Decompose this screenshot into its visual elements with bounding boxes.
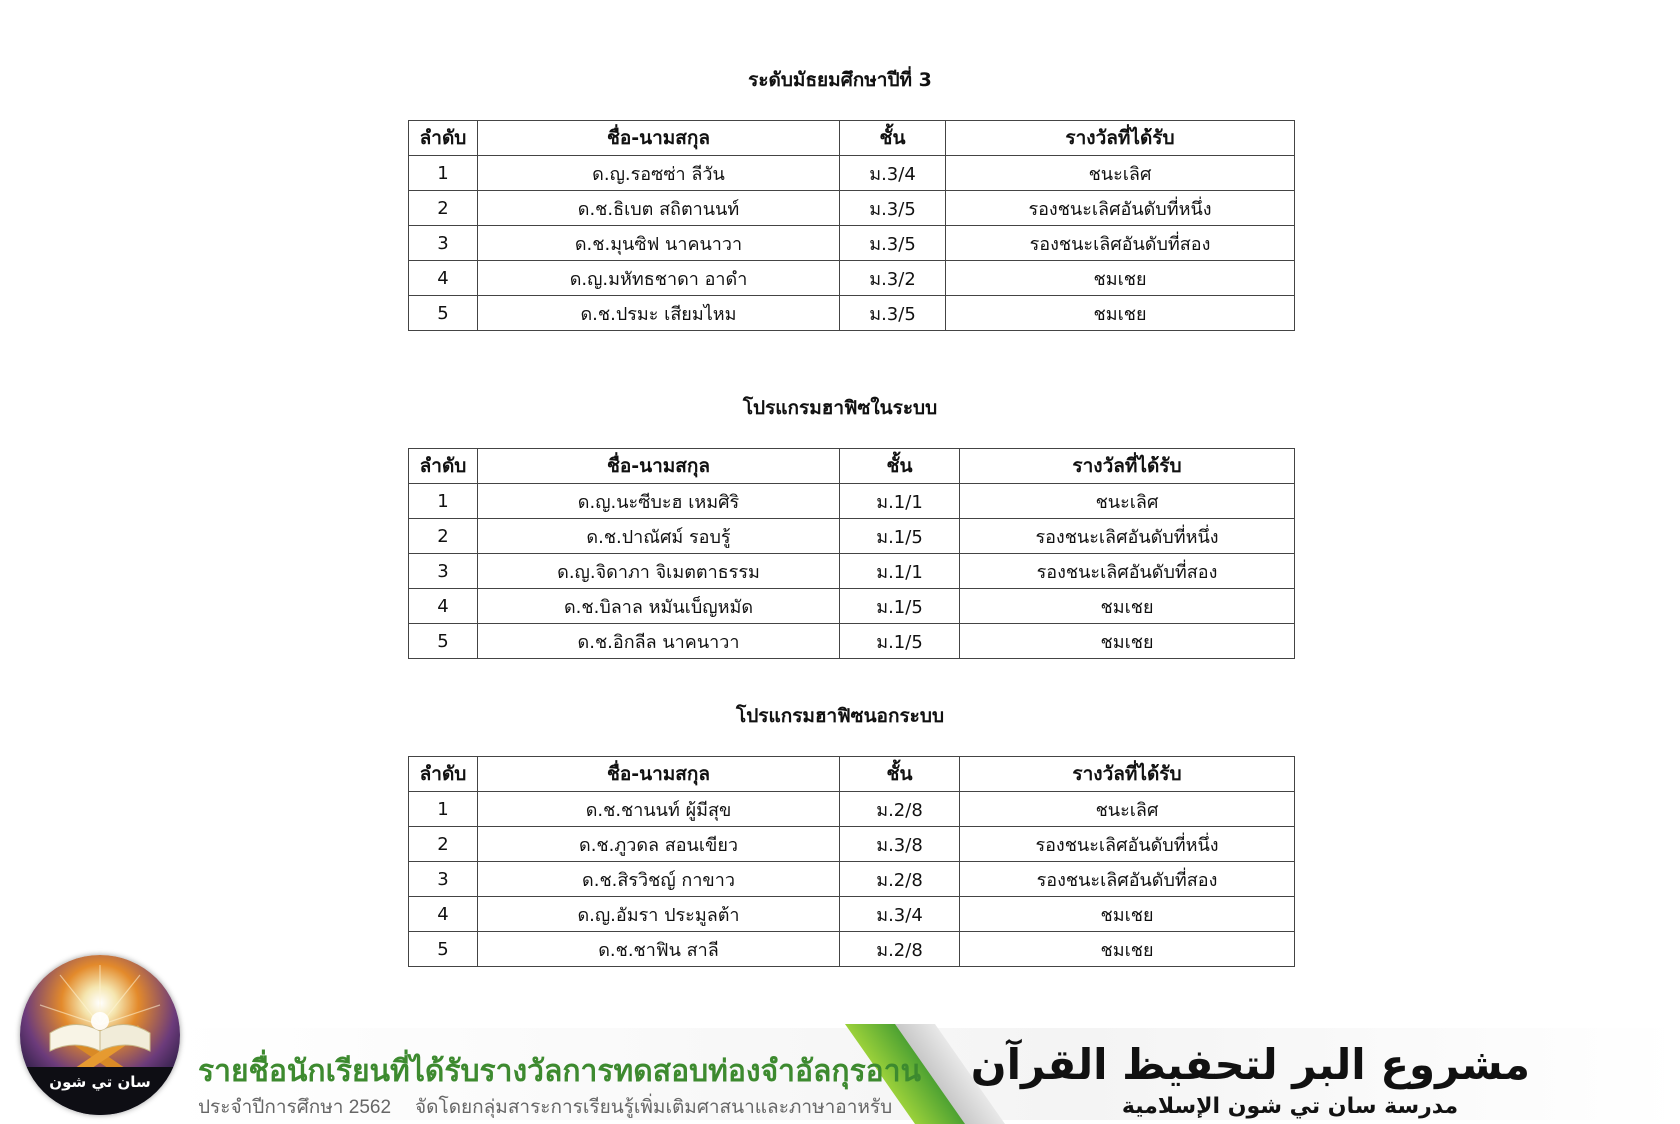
footer-subtitle: [198, 1092, 916, 1122]
table-row: [409, 484, 1295, 519]
header-name: ชื่อ-นามสกุล: [478, 757, 840, 792]
table-row: [409, 589, 1295, 624]
cell-name: ด.ช.ชานนท์ ผู้มีสุข: [478, 792, 840, 827]
cell-award: ชมเชย: [946, 296, 1295, 331]
cell-class: ม.3/4: [840, 897, 960, 932]
cell-class: ม.3/5: [840, 226, 946, 261]
cell-class: ม.2/8: [840, 792, 960, 827]
cell-award: ชมเชย: [960, 932, 1295, 967]
table-row: [409, 624, 1295, 659]
cell-class: ม.1/5: [840, 624, 960, 659]
cell-name: ด.ช.สิรวิชญ์ กาขาว: [478, 862, 840, 897]
school-logo: [20, 955, 180, 1115]
cell-award: ชมเชย: [960, 624, 1295, 659]
table-row: [409, 519, 1295, 554]
table-row: [409, 156, 1295, 191]
cell-award: รองชนะเลิศอันดับที่หนึ่ง: [960, 827, 1295, 862]
cell-class: ม.3/2: [840, 261, 946, 296]
cell-name: ด.ช.มุนซิฟ นาคนาวา: [478, 226, 840, 261]
header-class: ชั้น: [840, 757, 960, 792]
cell-order: 2: [409, 827, 478, 862]
cell-name: ด.ช.ภูวดล สอนเขียว: [478, 827, 840, 862]
header-award: รางวัลที่ได้รับ: [946, 121, 1295, 156]
cell-order: 2: [409, 191, 478, 226]
cell-name: ด.ญ.จิดาภา จิเมตตาธรรม: [478, 554, 840, 589]
table-row: [409, 897, 1295, 932]
table-row: [409, 261, 1295, 296]
cell-class: ม.2/8: [840, 862, 960, 897]
table-row: [409, 792, 1295, 827]
header-order: ลำดับ: [409, 121, 478, 156]
section-title: โปรแกรมฮาฟิซในระบบ: [742, 397, 938, 419]
cell-order: 3: [409, 226, 478, 261]
logo-text: سان تي شون: [49, 1073, 151, 1091]
awards-table: [408, 120, 1295, 331]
cell-award: ชนะเลิศ: [960, 484, 1295, 519]
cell-award: รองชนะเลิศอันดับที่หนึ่ง: [946, 191, 1295, 226]
cell-order: 5: [409, 932, 478, 967]
cell-name: ด.ช.บิลาล หมันเบ็ญหมัด: [478, 589, 840, 624]
table-row: [409, 296, 1295, 331]
cell-class: ม.3/5: [840, 191, 946, 226]
awards-table: [408, 756, 1295, 967]
arabic-project-title: مشروع البر لتحفيظ القرآن: [970, 1040, 1530, 1089]
cell-order: 5: [409, 296, 478, 331]
header-order: ลำดับ: [409, 449, 478, 484]
cell-award: ชมเชย: [960, 897, 1295, 932]
cell-name: ด.ช.ชาฟิน สาลี: [478, 932, 840, 967]
cell-order: 1: [409, 156, 478, 191]
cell-class: ม.2/8: [840, 932, 960, 967]
cell-class: ม.3/4: [840, 156, 946, 191]
header-class: ชั้น: [840, 121, 946, 156]
cell-name: ด.ญ.รอซซ่า ลีวัน: [478, 156, 840, 191]
header-name: ชื่อ-นามสกุล: [478, 449, 840, 484]
cell-class: ม.3/8: [840, 827, 960, 862]
footer-title: รายชื่อนักเรียนที่ได้รับรางวัลการทดสอบท่องจำอัลกุรอาน: [198, 1055, 922, 1088]
cell-class: ม.1/5: [840, 589, 960, 624]
cell-order: 3: [409, 554, 478, 589]
cell-order: 5: [409, 624, 478, 659]
cell-name: ด.ญ.อัมรา ประมูลต้า: [478, 897, 840, 932]
header-award: รางวัลที่ได้รับ: [960, 757, 1295, 792]
table-header-row: [409, 121, 1295, 156]
cell-order: 4: [409, 897, 478, 932]
cell-award: รองชนะเลิศอันดับที่สอง: [960, 554, 1295, 589]
table-row: [409, 827, 1295, 862]
header-award: รางวัลที่ได้รับ: [960, 449, 1295, 484]
cell-name: ด.ช.อิกลีล นาคนาวา: [478, 624, 840, 659]
cell-award: รองชนะเลิศอันดับที่สอง: [960, 862, 1295, 897]
cell-order: 2: [409, 519, 478, 554]
cell-class: ม.3/5: [840, 296, 946, 331]
cell-name: ด.ช.ปรมะ เสียมไหม: [478, 296, 840, 331]
cell-award: ชนะเลิศ: [960, 792, 1295, 827]
footer-year: ประจำปีการศึกษา 2562: [198, 1097, 392, 1118]
table-row: [409, 932, 1295, 967]
footer-banner: [0, 1010, 1680, 1120]
header-name: ชื่อ-นามสกุล: [478, 121, 840, 156]
cell-class: ม.1/5: [840, 519, 960, 554]
table-row: [409, 226, 1295, 261]
footer-organizer: จัดโดยกลุ่มสาระการเรียนรู้เพิ่มเติมศาสนาและภาษาอาหรับ: [415, 1097, 893, 1118]
cell-order: 4: [409, 589, 478, 624]
awards-table: [408, 448, 1295, 659]
table-row: [409, 862, 1295, 897]
header-order: ลำดับ: [409, 757, 478, 792]
section-title: โปรแกรมฮาฟิซนอกระบบ: [736, 705, 944, 727]
table-row: [409, 554, 1295, 589]
cell-award: รองชนะเลิศอันดับที่หนึ่ง: [960, 519, 1295, 554]
cell-award: ชนะเลิศ: [946, 156, 1295, 191]
cell-award: รองชนะเลิศอันดับที่สอง: [946, 226, 1295, 261]
cell-name: ด.ช.ธิเบต สถิตานนท์: [478, 191, 840, 226]
cell-order: 4: [409, 261, 478, 296]
cell-order: 1: [409, 484, 478, 519]
table-header-row: [409, 757, 1295, 792]
cell-class: ม.1/1: [840, 484, 960, 519]
table-header-row: [409, 449, 1295, 484]
cell-award: ชมเชย: [946, 261, 1295, 296]
cell-class: ม.1/1: [840, 554, 960, 589]
cell-order: 3: [409, 862, 478, 897]
header-class: ชั้น: [840, 449, 960, 484]
cell-name: ด.ญ.นะซีบะฮ เหมศิริ: [478, 484, 840, 519]
cell-name: ด.ช.ปาณัศม์ รอบรู้: [478, 519, 840, 554]
cell-award: ชมเชย: [960, 589, 1295, 624]
cell-order: 1: [409, 792, 478, 827]
table-row: [409, 191, 1295, 226]
arabic-school-name: مدرسة سان تي شون الإسلامية: [1121, 1094, 1459, 1119]
cell-name: ด.ญ.มหัทธชาดา อาดำ: [478, 261, 840, 296]
section-title: ระดับมัธยมศึกษาปีที่ 3: [748, 69, 932, 91]
quran-book-icon: [20, 955, 180, 1115]
